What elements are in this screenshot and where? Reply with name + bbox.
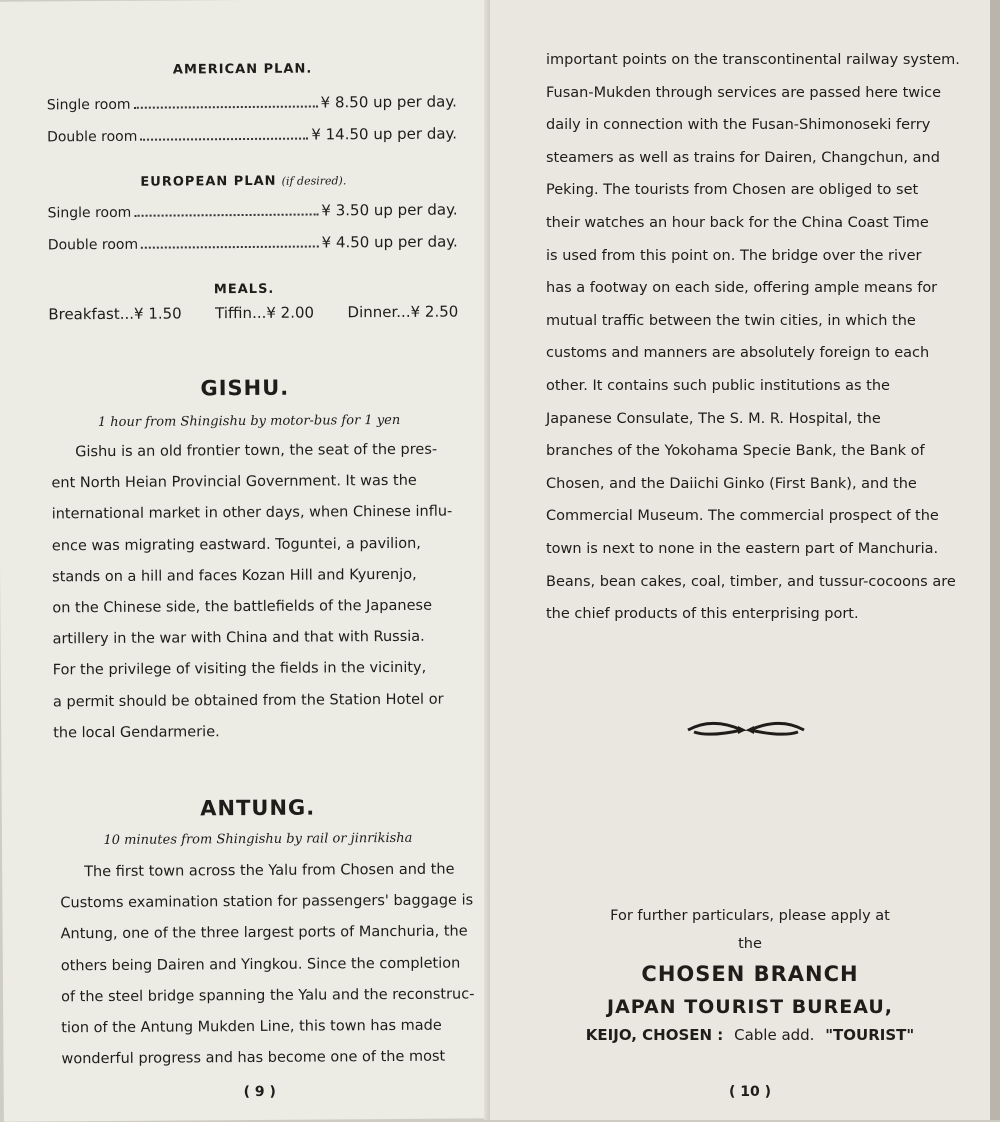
text-line: Gishu is an old frontier town, the seat of the pres- — [75, 441, 438, 461]
room-label: Single room — [47, 204, 132, 222]
text-line: mutual traffic between the twin cities, in which the — [546, 312, 916, 329]
text-line: international market in other days, when Chinese influ- — [51, 503, 453, 523]
room-rate: ¥ 4.50 up per day. — [321, 232, 458, 252]
text-line: Customs examination station for passengers' baggage is — [60, 892, 474, 912]
text-line: the chief products of this enterprising port. — [546, 606, 859, 623]
leader-dots — [141, 245, 319, 248]
footer-line-1: For further particulars, please apply at — [610, 908, 890, 924]
text-line: Fusan-Mukden through services are passed here twice — [546, 84, 942, 101]
text-line: Beans, bean cakes, coal, timber, and tussur-cocoons are — [546, 573, 956, 590]
text-line: others being Dairen and Yingkou. Since the completion — [60, 955, 461, 974]
text-line: Antung, one of the three largest ports of Manchuria, the — [60, 923, 468, 943]
room-label: Double room — [47, 236, 139, 254]
right-page — [490, 0, 990, 1120]
european-double-row — [48, 233, 458, 254]
cable-code: "TOURIST" — [825, 1026, 915, 1044]
text-line: town is next to none in the eastern part of Manchuria. — [546, 540, 939, 557]
gishu-subtitle: 1 hour from Shingishu by motor-bus for 1 yen — [97, 412, 401, 431]
room-rate: ¥ 8.50 up per day. — [320, 92, 457, 112]
gishu-title: GISHU. — [200, 375, 290, 401]
text-line: stands on a hill and faces Kozan Hill and Kyurenjo, — [52, 566, 417, 586]
gishu-paragraph — [51, 434, 463, 749]
text-line: wonderful progress and has become one of the most — [61, 1048, 446, 1068]
meal-tiffin: Tiffin...¥ 2.00 — [215, 303, 315, 323]
meal-dinner: Dinner...¥ 2.50 — [347, 302, 459, 322]
european-plan-heading-row — [0, 168, 489, 190]
text-line: ent North Heian Provincial Government. It was the — [51, 472, 417, 492]
text-line: other. It contains such public institutions as the — [546, 377, 890, 394]
text-line: daily in connection with the Fusan-Shimonoseki ferry — [546, 117, 931, 134]
text-line: artillery in the war with China and that with Russia. — [52, 628, 425, 648]
text-line: branches of the Yokohama Specie Bank, the Bank of — [546, 443, 925, 460]
antung-paragraph — [60, 854, 475, 1075]
text-line: Japanese Consulate, The S. M. R. Hospital, the — [546, 410, 881, 427]
american-single-row — [47, 93, 457, 114]
left-page — [0, 0, 496, 1122]
ornament-flourish — [686, 718, 806, 746]
european-single-row — [48, 201, 458, 222]
text-line: of the steel bridge spanning the Yalu and the reconstruc- — [60, 986, 475, 1006]
text-line: important points on the transcontinental railway system. — [546, 52, 960, 68]
text-line: Commercial Museum. The commercial prospect of the — [546, 508, 939, 525]
page-number-left: ( 9 ) — [243, 1083, 276, 1101]
city: KEIJO, CHOSEN : — [585, 1026, 724, 1044]
text-line: on the Chinese side, the battlefields of the Japanese — [52, 597, 433, 617]
footer-line-2: the — [738, 936, 762, 952]
meals-row — [48, 303, 458, 324]
page-number-right: ( 10 ) — [728, 1084, 772, 1100]
room-label: Single room — [46, 96, 131, 114]
room-rate: ¥ 3.50 up per day. — [321, 200, 458, 220]
leader-dots — [140, 138, 308, 141]
american-plan-heading: AMERICAN PLAN. — [172, 61, 313, 78]
text-line: their watches an hour back for the China Coast Time — [546, 214, 929, 231]
text-line: customs and manners are absolutely foreign to each — [546, 345, 930, 362]
text-line: Chosen, and the Daiichi Ginko (First Bank), and the — [546, 475, 917, 492]
text-line: a permit should be obtained from the Station Hotel or — [52, 691, 444, 710]
meals-heading: MEALS. — [213, 281, 275, 298]
japan-tourist-bureau: JAPAN TOURIST BUREAU, — [607, 996, 893, 1018]
room-label: Double room — [46, 128, 138, 146]
text-line: the local Gendarmerie. — [53, 723, 220, 742]
text-line: has a footway on each side, offering ample means for — [546, 280, 938, 297]
antung-continued-paragraph — [546, 44, 976, 631]
room-rate: ¥ 14.50 up per day. — [311, 124, 458, 144]
european-plan-note: (if desired). — [281, 174, 347, 188]
text-line: ence was migrating eastward. Toguntei, a pavilion, — [51, 535, 421, 554]
text-line: Peking. The tourists from Chosen are obliged to set — [546, 182, 919, 199]
chosen-branch: CHOSEN BRANCH — [641, 962, 859, 986]
antung-title: ANTUNG. — [200, 795, 316, 821]
address-line — [540, 1026, 960, 1044]
cable-label: Cable add. — [734, 1026, 815, 1044]
page-edge — [990, 0, 1000, 1120]
antung-subtitle: 10 minutes from Shingishu by rail or jinrikisha — [103, 830, 413, 849]
american-double-row — [47, 125, 457, 146]
european-plan-heading: EUROPEAN PLAN — [140, 173, 277, 190]
text-line: For the privilege of visiting the fields in the vicinity, — [52, 660, 427, 679]
text-line: The first town across the Yalu from Chosen and the — [84, 861, 455, 881]
leader-dots — [134, 105, 318, 108]
text-line: tion of the Antung Mukden Line, this town has made — [61, 1017, 442, 1037]
text-line: is used from this point on. The bridge over the river — [546, 247, 922, 264]
leader-dots — [134, 213, 318, 216]
meal-breakfast: Breakfast...¥ 1.50 — [48, 304, 182, 324]
text-line: steamers as well as trains for Dairen, Changchun, and — [546, 149, 940, 166]
